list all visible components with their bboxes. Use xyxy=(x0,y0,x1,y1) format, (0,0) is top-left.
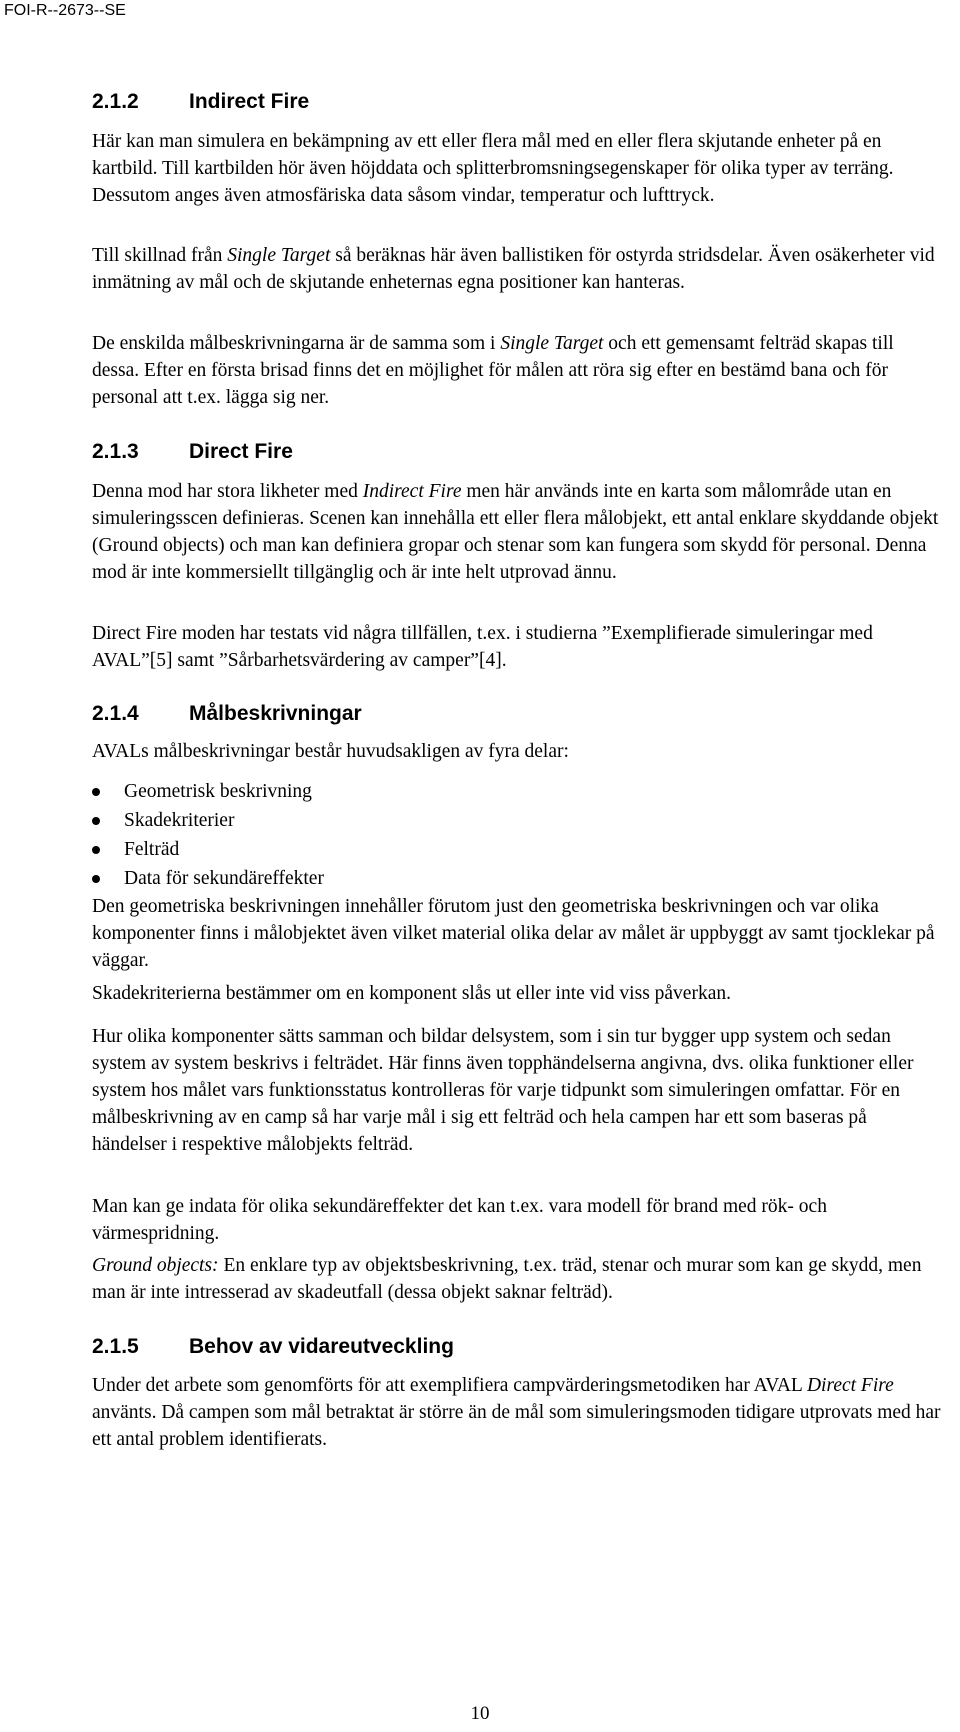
section-title: Indirect Fire xyxy=(189,90,310,113)
section-number: 2.1.4 xyxy=(92,702,139,725)
paragraph: AVALs målbeskrivningar består huvudsakligen av fyra delar: xyxy=(92,741,569,762)
paragraph: Här kan man simulera en bekämpning av ett eller flera mål med en eller flera skjutande enheter på en kartbild. Till kartbilden hör även höjddata och splitterbromsningsegenskaper för olika typer av terräng. Dessutom anges även atmosfäriska data såsom vindar, temperatur och lufttryck. xyxy=(92,131,894,206)
section-title: Målbeskrivningar xyxy=(189,702,362,725)
paragraph: Den geometriska beskrivningen innehåller förutom just den geometriska beskrivningen och var olika komponenter finns i målobjektet även vilket material olika delar av målet är uppbyggt av samt tjocklekar på väggar. xyxy=(92,896,935,971)
paragraph: Direct Fire moden har testats vid några tillfällen, t.ex. i studierna ”Exemplifierade simuleringar med AVAL”[5] samt ”Sårbarhetsvärdering av camper”[4]. xyxy=(92,623,873,671)
heading-indirect-fire xyxy=(92,88,309,115)
list-item: Felträd xyxy=(92,835,324,864)
paragraph xyxy=(92,330,944,411)
heading-malbeskrivningar xyxy=(92,700,362,727)
page-number: 10 xyxy=(470,1703,490,1724)
italic-term: Ground objects: xyxy=(92,1255,219,1276)
paragraph: Man kan ge indata för olika sekundäreffekter det kan t.ex. vara modell för brand med rök- och värmespridning. xyxy=(92,1196,827,1244)
text-run: En enklare typ av objektsbeskrivning, t.ex. träd, stenar och murar som kan ge skydd, men man är inte intresserad av skadeutfall (dessa objekt saknar felträd). xyxy=(92,1255,922,1303)
section-title: Direct Fire xyxy=(189,440,293,463)
paragraph xyxy=(92,1252,944,1306)
heading-direct-fire xyxy=(92,438,293,465)
text-run: De enskilda målbeskrivningarna är de samma som i xyxy=(92,333,501,354)
heading-behov-av-vidareutveckling xyxy=(92,1333,454,1360)
text-run: Under det arbete som genomförts för att exemplifiera campvärderingsmetodiken har AVAL xyxy=(92,1375,807,1396)
paragraph: Hur olika komponenter sätts samman och bildar delsystem, som i sin tur bygger upp system och sedan system av system beskrivs i felträdet. Här finns även topphändelserna angivna, dvs. olika funktioner eller system hos målet vars funktionsstatus kontrolleras för varje tidpunkt som simuleringen omfattar. För en målbeskrivning av en camp så har varje mål i sig ett felträd och hela campen har ett som baseras på händelser i respektive målobjekts felträd. xyxy=(92,1026,914,1155)
list-item: Geometrisk beskrivning xyxy=(92,777,324,806)
italic-term: Single Target xyxy=(227,245,331,266)
bullet-list xyxy=(92,777,324,893)
italic-term: Single Target xyxy=(500,333,604,354)
document-id: FOI-R--2673--SE xyxy=(4,2,126,19)
section-number: 2.1.3 xyxy=(92,440,139,463)
list-item: Skadekriterier xyxy=(92,806,324,835)
italic-term: Indirect Fire xyxy=(362,481,462,502)
text-run: men här används inte en karta som målområde utan en simuleringsscen definieras. Scenen kan innehålla ett eller flera målobjekt, ett antal enklare skyddande objekt (Ground objects) och man kan definiera gropar och stenar som kan fungera som skydd för personal. Denna mod är inte kommersiellt tillgänglig och är inte helt utprovad ännu. xyxy=(92,481,939,583)
paragraph xyxy=(92,1372,944,1453)
section-number: 2.1.2 xyxy=(92,90,139,113)
section-number: 2.1.5 xyxy=(92,1335,139,1358)
italic-term: Direct Fire xyxy=(806,1375,894,1396)
paragraph: Skadekriterierna bestämmer om en komponent slås ut eller inte vid viss påverkan. xyxy=(92,983,731,1004)
text-run: Denna mod har stora likheter med xyxy=(92,481,363,502)
list-item: Data för sekundäreffekter xyxy=(92,864,324,893)
paragraph xyxy=(92,242,944,296)
text-run: och ett gemensamt felträd skapas till dessa. Efter en första brisad finns det en möjlighet för målen att röra sig efter en bestämd bana och för personal att t.ex. lägga sig ner. xyxy=(92,333,894,408)
text-run: använts. Då campen som mål betraktat är större än de mål som simuleringsmoden tidigare utprovats med har ett antal problem identifierats. xyxy=(92,1402,941,1450)
text-run: Till skillnad från xyxy=(92,245,228,266)
paragraph xyxy=(92,478,944,586)
section-title: Behov av vidareutveckling xyxy=(189,1335,454,1358)
text-run: så beräknas här även ballistiken för ostyrda stridsdelar. Även osäkerheter vid inmätning av mål och de skjutande enheternas egna positioner kan hanteras. xyxy=(92,245,935,293)
